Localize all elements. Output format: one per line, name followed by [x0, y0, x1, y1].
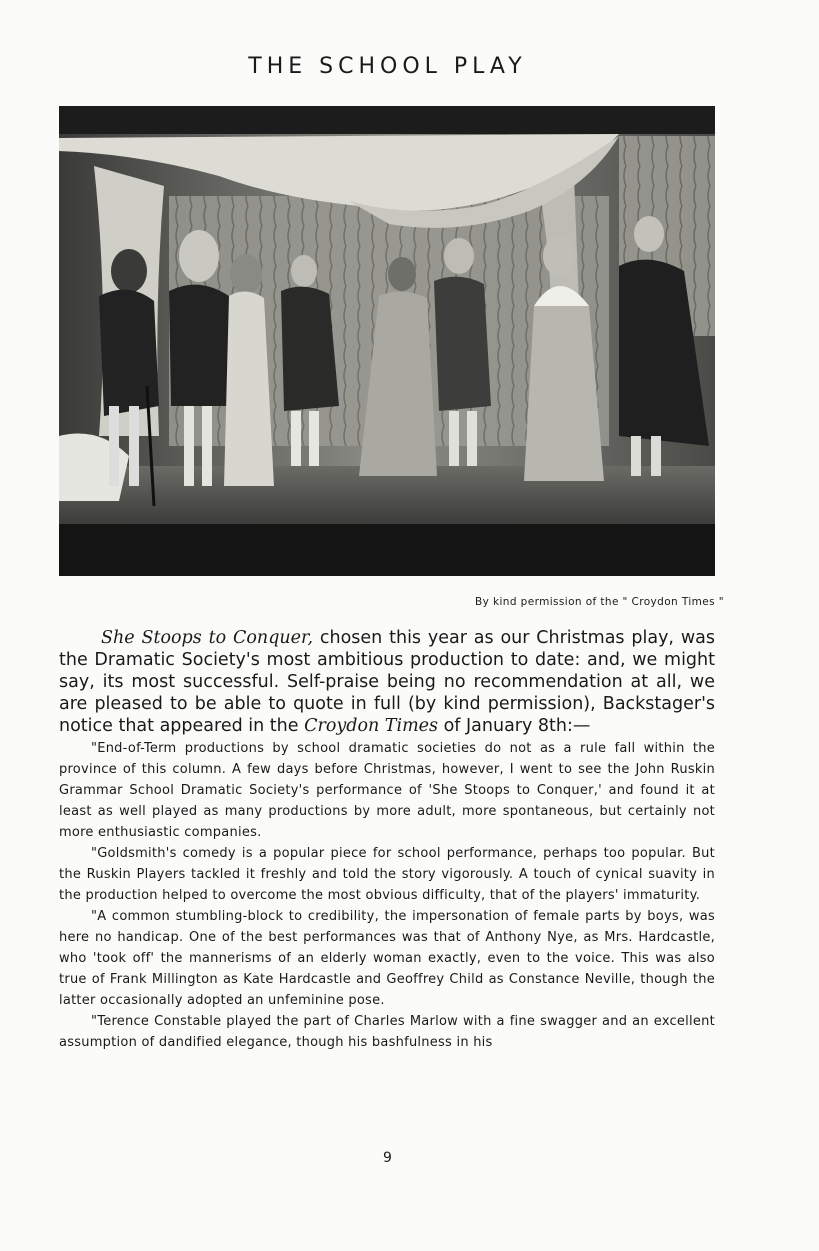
page-number: 9 [383, 1150, 392, 1166]
lead-text-b: of January 8th:— [438, 716, 591, 736]
article-lead-paragraph [59, 627, 715, 737]
review-paragraph: "End-of-Term productions by school dramatic societies do not as a rule fall within the province of this column. A few days before Christmas, however, I went to see the John Ruskin Grammar School Dramatic Society's performance of 'She Stoops to Conquer,' and found it at least as well played as many productions by more adult, more spontaneous, but certainly not more enthusiastic companies. [59, 741, 715, 840]
stage-photograph [59, 106, 715, 576]
cast-on-stage-image [59, 106, 715, 576]
review-paragraph: "A common stumbling-block to credibility, the impersonation of female parts by boys, was here no handicap. One of the best performances was that of Anthony Nye, as Mrs. Hardcastle, who 'took off' the mannerisms of an elderly woman exactly, even to the voice. This was also true of Frank Millington as Kate Hardcastle and Geoffrey Child as Constance Neville, though the latter occasionally adopted an unfeminine pose. [59, 909, 715, 1008]
quoted-review [59, 738, 715, 1053]
photo-credit: By kind permission of the " Croydon Times " [475, 596, 724, 608]
lead-text-a: chosen this year as our Christmas play, was the Dramatic Society's most ambitious production to date: and, we might say, its most successful. Self-praise being no recommendation at all, we are pleased to be able to quote in full (by kind permission), Backstager's notice that appeared in the [59, 628, 715, 736]
newspaper-name: Croydon Times [304, 716, 439, 736]
play-title: She Stoops to Conquer, [101, 628, 314, 648]
review-paragraph: "Goldsmith's comedy is a popular piece for school performance, perhaps too popular. But the Ruskin Players tackled it freshly and told the story vigorously. A touch of cynical suavity in the production helped to overcome the most obvious difficulty, that of the players' immaturity. [59, 846, 715, 903]
review-paragraph: "Terence Constable played the part of Charles Marlow with a fine swagger and an excellent assumption of dandified elegance, though his bashfulness in his [59, 1014, 715, 1050]
page-title: THE SCHOOL PLAY [248, 54, 527, 79]
